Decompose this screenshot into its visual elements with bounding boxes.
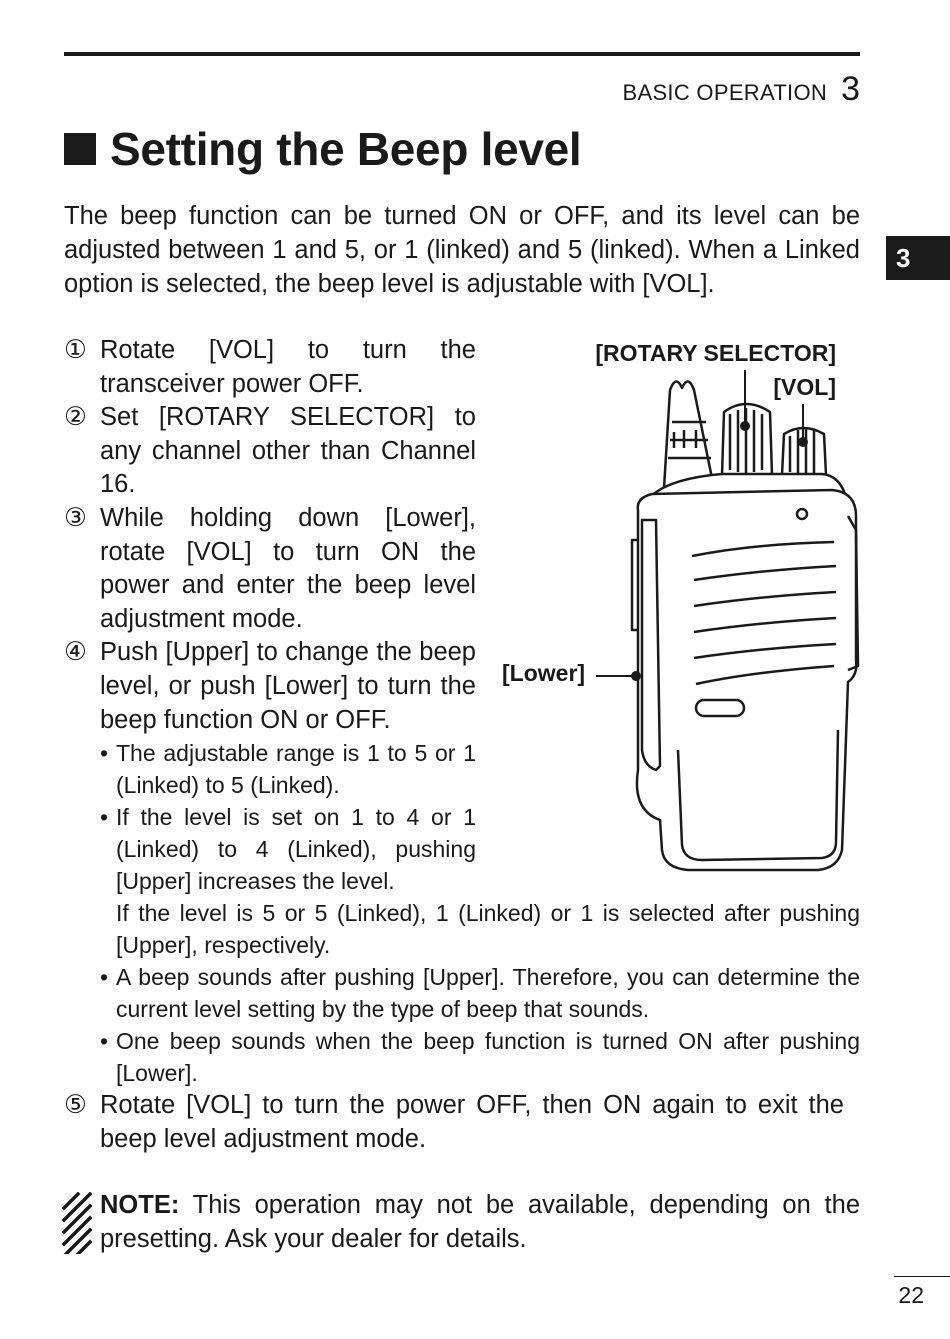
note-label: NOTE: — [100, 1191, 180, 1219]
chapter-number: 3 — [841, 70, 860, 108]
section-name: BASIC OPERATION — [622, 80, 828, 105]
step-text: While holding down [Lower], rotate [VOL] to turn ON the power and enter the beep level adjustment mode. — [100, 503, 476, 633]
lower-label: [Lower] — [502, 660, 586, 686]
bullet-item — [100, 1025, 860, 1089]
bullet-continuation — [100, 897, 860, 961]
step-number: ① — [64, 336, 87, 364]
top-rule — [64, 52, 860, 56]
intro-paragraph: The beep function can be turned ON or OFF, and its level can be adjusted between 1 and 5, or 1 (linked) and 5 (linked). When a Linked option is selected, the beep level is adjustable with [VOL]. — [64, 202, 860, 298]
step-text: Rotate [VOL] to turn the power OFF, then ON again to exit the beep level adjustment mode. — [100, 1091, 844, 1153]
step-text: Set [ROTARY SELECTOR] to any channel other than Channel 16. — [100, 403, 476, 499]
bullet-text: If the level is set on 1 to 4 or 1 (Linked) to 4 (Linked), pushing [Upper] increases the level. — [116, 804, 476, 895]
step-number: ② — [64, 403, 87, 432]
chapter-tab: 3 — [886, 236, 950, 280]
bullet-dot: • — [100, 804, 109, 831]
step-number: ③ — [64, 503, 87, 532]
step-5 — [64, 1089, 860, 1156]
step-number: ④ — [64, 638, 87, 667]
step-number: ⑤ — [64, 1091, 87, 1120]
footer-rule — [894, 1276, 950, 1277]
bullet-dot: • — [100, 740, 109, 767]
note-body: This operation may not be available, depending on the presetting. Ask your dealer for details. — [100, 1191, 860, 1253]
page-number: 22 — [898, 1282, 924, 1308]
square-bullet-icon — [64, 133, 96, 165]
bullet-text: The adjustable range is 1 to 5 or 1 (Linked) to 5 (Linked). — [116, 740, 476, 799]
step-text: Rotate [VOL] to turn the transceiver power OFF. — [100, 336, 476, 398]
note-block — [62, 1188, 860, 1256]
page-title — [64, 122, 581, 176]
bullet-item — [100, 737, 476, 801]
transceiver-illustration — [492, 330, 872, 890]
step-text: Push [Upper] to change the beep level, or push [Lower] to turn the beep function ON or OFF. — [100, 638, 476, 734]
bullet-item — [100, 961, 860, 1025]
bullet-text: A beep sounds after pushing [Upper]. Therefore, you can determine the current level setting by the type of beep that sounds. — [116, 964, 860, 1023]
bullet-dot: • — [100, 1028, 109, 1055]
bullet-text: If the level is 5 or 5 (Linked), 1 (Linked) or 1 is selected after pushing [Upper], respectively. — [116, 900, 860, 959]
bullet-dot: • — [100, 964, 109, 991]
note-hatch-icon — [62, 1192, 92, 1254]
rotary-selector-label: [ROTARY SELECTOR] — [595, 340, 836, 366]
note-text — [100, 1188, 860, 1256]
bullet-text: One beep sounds when the beep function is turned ON after pushing [Lower]. — [116, 1028, 860, 1087]
transceiver-figure — [492, 330, 872, 890]
running-header — [623, 70, 861, 109]
vol-label: [VOL] — [773, 374, 836, 400]
title-text: Setting the Beep level — [110, 123, 582, 175]
bullet-item — [100, 801, 476, 897]
